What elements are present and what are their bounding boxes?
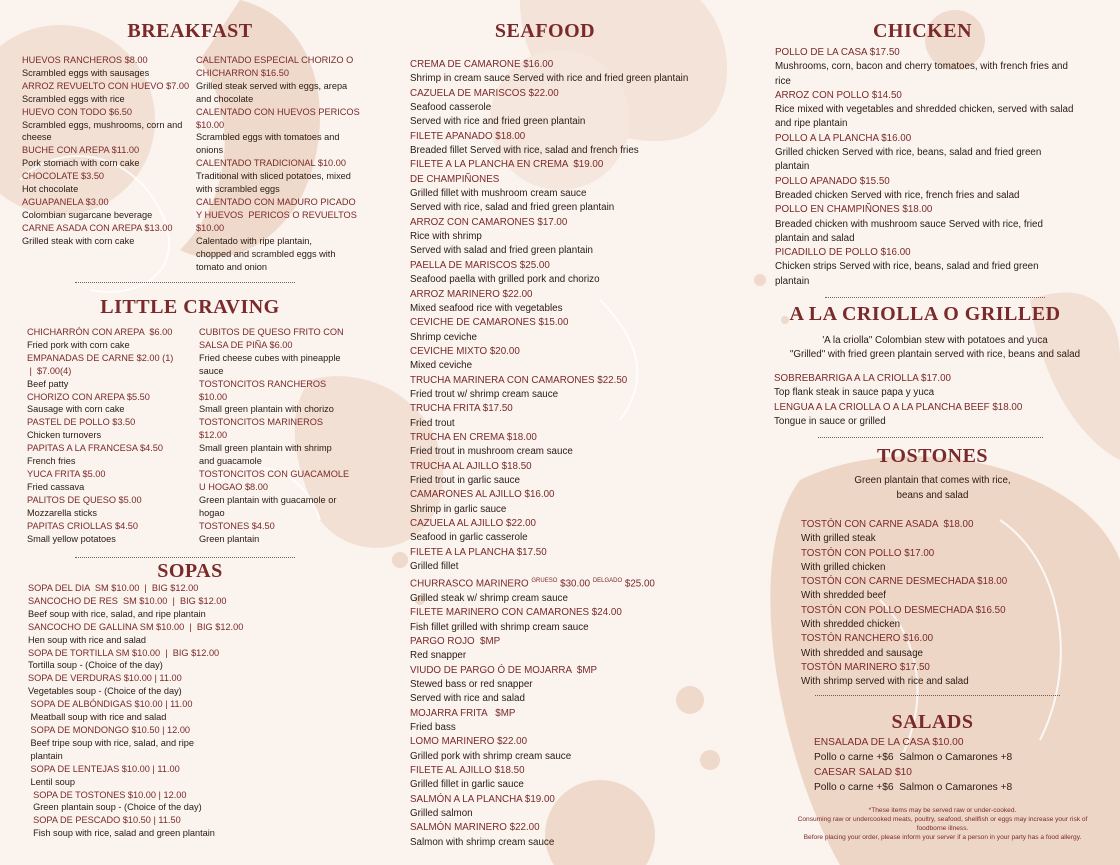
menu-item — [27, 352, 199, 391]
item-description: Beef soup with rice, salad, and ripe plantain — [28, 608, 206, 619]
item-name: CALENTADO CON MADURO PICADO — [196, 196, 356, 207]
item-name: TOSTONCITOS RANCHEROS — [199, 378, 327, 389]
menu-item — [410, 707, 770, 736]
item-name: FILETE MARINERO CON CAMARONES $24.00 — [410, 607, 622, 619]
item-name: TOSTÓN CON CARNE ASADA $18.00 — [801, 519, 974, 530]
menu-item — [28, 814, 368, 840]
item-name: CREMA DE CAMARONE $16.00 — [410, 59, 554, 70]
criolla-intro — [770, 334, 1100, 362]
menu-item — [22, 106, 197, 145]
item-name: FILETE AL AJILLO $18.50 — [410, 765, 525, 777]
item-name: LOMO MARINERO $22.00 — [410, 736, 528, 748]
intro-line: beans and salad — [896, 489, 969, 501]
tostones-intro — [770, 474, 1095, 503]
item-name: SANCOCHO DE RES SM $10.00 | BIG $12.00 — [28, 595, 227, 606]
salads-title: SALADS — [891, 711, 974, 733]
item-name: | $7.00(4) — [27, 365, 72, 376]
menu-item — [410, 316, 770, 345]
menu-item — [801, 518, 1111, 547]
item-description: Colombian sugarcane beverage — [22, 209, 153, 220]
menu-item — [28, 789, 368, 815]
menu-item — [27, 468, 199, 494]
item-description: Shrimp ceviche — [410, 331, 477, 343]
item-name: CHICHARRON $16.50 — [196, 67, 289, 78]
item-name: CUBITOS DE QUESO FRITO CON — [199, 327, 344, 337]
item-description: Chicken turnovers — [27, 430, 102, 441]
item-name: ENSALADA DE LA CASA $10.00 — [814, 737, 964, 748]
item-description: Served with rice and fried green plantain — [410, 116, 586, 128]
item-description: Fried cheese cubes with pineapple — [199, 352, 341, 363]
item-name: CAZUELA DE MARISCOS $22.00 — [410, 87, 559, 99]
item-description: With shredded and sausage — [801, 647, 923, 659]
item-description: chopped and scrambled eggs with — [196, 248, 336, 259]
item-name: POLLO EN CHAMPIÑONES $18.00 — [775, 204, 933, 216]
menu-item — [199, 520, 379, 546]
menu-item — [22, 80, 197, 106]
item-description: Scrambled eggs, mushrooms, corn and — [22, 119, 183, 130]
menu-item — [28, 724, 368, 763]
item-description: Pollo o carne +$6 Salmon o Camarones +8 — [814, 782, 1013, 793]
item-name: TOSTÓN CON POLLO DESMECHADA $16.50 — [801, 604, 1006, 616]
item-name: PARGO ROJO $MP — [410, 636, 501, 648]
disclaimer — [770, 806, 1115, 842]
menu-item — [199, 378, 379, 417]
item-description: Tortilla soup - (Choice of the day) — [28, 660, 163, 671]
item-description: Mozzarella sticks — [27, 507, 97, 518]
item-description: Rice mixed with vegetables and shredded chicken, served with salad — [775, 104, 1074, 116]
item-description: Grilled fillet with mushroom cream sauce — [410, 188, 587, 200]
item-description: Scrambled eggs with tomatoes and — [196, 132, 340, 143]
item-description: Scrambled eggs with rice — [22, 93, 125, 104]
tostones-title: TOSTONES — [876, 445, 989, 467]
menu-item — [410, 664, 770, 707]
menu-item — [410, 821, 770, 850]
intro-line: Green plantain that comes with rice, — [854, 475, 1011, 486]
item-description: Salmon with shrimp cream sauce — [410, 836, 555, 848]
item-description: Fried pork with corn cake — [27, 339, 130, 350]
item-name: SALMÓN MARINERO $22.00 — [410, 822, 540, 834]
item-description: Hen soup with rice and salad — [28, 634, 146, 645]
menu-item — [410, 488, 770, 517]
menu-item — [410, 259, 770, 288]
price-label: DELGADO — [592, 578, 623, 585]
price-label: GRUESO — [531, 578, 558, 585]
intro-line: "Grilled" with fried green plantain served with rice, beans and salad — [789, 349, 1081, 360]
item-name: $10.00 — [196, 222, 225, 233]
item-description: Seafood casserole — [410, 102, 492, 114]
item-name: SOPA DE MONDONGO $10.50 | 12.00 — [28, 724, 191, 735]
item-description: Mixed seafood rice with vegetables — [410, 302, 563, 314]
menu-item — [775, 132, 1115, 175]
menu-item — [410, 288, 770, 317]
menu-item — [410, 574, 770, 606]
item-name: SOPA DE VERDURAS $10.00 | 11.00 — [28, 673, 182, 684]
item-name: TOSTÓN MARINERO $17.50 — [801, 661, 930, 673]
item-description: Beef patty — [27, 378, 69, 389]
item-name: SANCOCHO DE GALLINA SM $10.00 | BIG $12.00 — [28, 621, 244, 632]
menu-item — [22, 144, 197, 170]
item-name: EMPANADAS DE CARNE $2.00 (1) — [27, 352, 174, 363]
item-name: CALENTADO CON HUEVOS PERICOS — [196, 106, 360, 117]
item-name: SOPA DE ALBÓNDIGAS $10.00 | 11.00 — [28, 699, 193, 710]
item-description: Shrimp in cream sauce Served with rice and fried green plantain — [410, 73, 689, 85]
item-name: PAPITAS A LA FRANCESA $4.50 — [27, 443, 164, 454]
menu-item — [801, 604, 1111, 633]
menu-item — [410, 374, 770, 403]
item-name: YUCA FRITA $5.00 — [27, 468, 106, 479]
item-description: Beef tripe soup with rice, salad, and ripe — [28, 737, 194, 748]
item-description: Top flank steak in sauce papa y yuca — [774, 387, 935, 399]
menu-item — [28, 763, 368, 789]
item-name: CHORIZO CON AREPA $5.50 — [27, 391, 150, 402]
menu-item — [27, 416, 199, 442]
menu-item — [775, 46, 1115, 89]
little-craving-title: LITTLE CRAVING — [100, 296, 280, 318]
item-description: Rice with shrimp — [410, 231, 482, 243]
item-name: SOBREBARRIGA A LA CRIOLLA $17.00 — [774, 373, 951, 384]
item-name: PICADILLO DE POLLO $16.00 — [775, 247, 911, 259]
menu-item — [28, 672, 368, 698]
menu-item — [196, 106, 376, 158]
item-description: Green plantain with guacamole or — [199, 494, 337, 505]
item-description: Grilled salmon — [410, 808, 473, 820]
item-description: Breaded chicken Served with rice, french fries and salad — [775, 189, 1020, 201]
item-price: $25.00 — [622, 578, 655, 590]
item-description: Breaded chicken with mushroom sauce Served with rice, fried — [775, 218, 1043, 230]
menu-item — [22, 196, 197, 222]
item-name: BUCHE CON AREPA $11.00 — [22, 145, 140, 156]
menu-item — [22, 54, 197, 80]
item-description: Sausage with corn cake — [27, 404, 125, 415]
item-name: PALITOS DE QUESO $5.00 — [27, 494, 142, 505]
item-name: CAESAR SALAD $10 — [814, 767, 912, 778]
disclaimer-line: Before placing your order, please inform your server if a person in your party has a food allergy. — [803, 834, 1082, 841]
item-name: FILETE A LA PLANCHA EN CREMA $19.00 — [410, 159, 604, 171]
item-description: Tongue in sauce or grilled — [774, 415, 886, 427]
item-description: Grilled steak served with eggs, arepa — [196, 80, 348, 91]
item-description: French fries — [27, 456, 76, 467]
item-name: PASTEL DE POLLO $3.50 — [27, 417, 136, 428]
item-name: SOPA DE PESCADO $10.50 | 11.50 — [28, 815, 181, 826]
item-name: CEVICHE DE CAMARONES $15.00 — [410, 317, 569, 329]
divider — [825, 297, 1045, 298]
menu-item — [775, 175, 1115, 204]
item-name: AGUAPANELA $3.00 — [22, 196, 109, 207]
item-description: cheese — [22, 132, 52, 143]
item-description: rice — [775, 75, 791, 87]
breakfast-right-list — [196, 54, 376, 273]
item-name: $10.00 — [196, 119, 225, 130]
menu-item — [410, 460, 770, 489]
item-description: Fried trout in mushroom cream sauce — [410, 446, 573, 458]
menu-item — [196, 157, 376, 196]
menu-item — [27, 442, 199, 468]
item-description: Lentil soup — [28, 776, 75, 787]
item-name: FILETE APANADO $18.00 — [410, 130, 526, 142]
menu-item — [410, 764, 770, 793]
item-name: POLLO APANADO $15.50 — [775, 175, 890, 187]
menu-item — [410, 546, 770, 575]
item-name: CALENTADO TRADICIONAL $10.00 — [196, 158, 346, 169]
item-description: Traditional with sliced potatoes, mixed — [196, 171, 351, 182]
item-name: SOPA DEL DIA SM $10.00 | BIG $12.00 — [28, 583, 199, 593]
item-name: TOSTONES $4.50 — [199, 520, 275, 531]
menu-item — [28, 582, 368, 595]
disclaimer-line: *These items may be served raw or under-cooked. — [868, 807, 1017, 814]
menu-item — [410, 130, 770, 159]
menu-item — [410, 216, 770, 259]
item-name: U HOGAO $8.00 — [199, 481, 268, 492]
item-name: HUEVOS RANCHEROS $8.00 — [22, 55, 148, 65]
item-description: Grilled chicken Served with rice, beans, salad and fried green — [775, 147, 1042, 159]
item-name: TRUCHA FRITA $17.50 — [410, 403, 513, 415]
item-description: Green plantain soup - (Choice of the day) — [28, 802, 202, 813]
seafood-list — [410, 58, 770, 850]
menu-item — [199, 468, 379, 520]
menu-item — [775, 203, 1115, 246]
item-description: Fried cassava — [27, 481, 85, 492]
item-description: Fried bass — [410, 722, 456, 734]
item-name: TOSTÓN RANCHERO $16.00 — [801, 633, 934, 645]
salads-list — [814, 735, 1114, 795]
item-name: PAELLA DE MARISCOS $25.00 — [410, 259, 550, 271]
item-description: With shredded chicken — [801, 619, 901, 631]
menu-item — [410, 345, 770, 374]
item-description: Grilled steak with corn cake — [22, 235, 135, 246]
item-description: Mushrooms, corn, bacon and cherry tomatoes, with french fries and — [775, 61, 1068, 73]
item-name: SALSA DE PIÑA $6.00 — [199, 339, 293, 350]
item-name: MOJARRA FRITA $MP — [410, 707, 516, 719]
item-name: TOSTÓN CON CARNE DESMECHADA $18.00 — [801, 576, 1008, 588]
breakfast-left-list — [22, 54, 197, 248]
menu-item — [27, 494, 199, 520]
item-name: VIUDO DE PARGO Ó DE MOJARRA $MP — [410, 664, 598, 676]
item-name: CHICHARRÓN CON AREPA $6.00 — [27, 327, 173, 337]
item-description: Small green plantain with shrimp — [199, 443, 332, 454]
item-description: Fried trout w/ shrimp cream sauce — [410, 388, 559, 400]
item-name: CAMARONES AL AJILLO $16.00 — [410, 489, 555, 501]
item-name: TRUCHA MARINERA CON CAMARONES $22.50 — [410, 374, 628, 386]
item-name: SALMÓN A LA PLANCHA $19.00 — [410, 793, 555, 805]
item-description: Fried trout in garlic sauce — [410, 474, 520, 486]
item-description: with scrambled eggs — [196, 184, 280, 195]
item-name: Y HUEVOS PERICOS O REVUELTOS — [196, 209, 357, 220]
menu-item — [775, 89, 1115, 132]
item-name: CHURRASCO MARINERO $^{GRUESO}$ $30.00 $^{DELGADO}$ $25.00 — [410, 578, 655, 590]
item-description: Meatball soup with rice and salad — [28, 712, 167, 723]
menu-item — [196, 54, 376, 106]
menu-item — [410, 793, 770, 822]
item-name: ARROZ MARINERO $22.00 — [410, 288, 533, 300]
menu-item — [28, 698, 368, 724]
item-price: $30.00 — [557, 578, 593, 590]
item-name: ARROZ CON CAMARONES $17.00 — [410, 216, 568, 228]
menu-item — [814, 765, 1114, 795]
item-description: Grilled pork with shrimp cream sauce — [410, 750, 572, 762]
item-description: tomato and onion — [196, 261, 268, 272]
item-description: Small yellow potatoes — [27, 533, 116, 544]
item-description: Red snapper — [410, 650, 467, 662]
item-description: Chicken strips Served with rice, beans, salad and fried green — [775, 261, 1039, 273]
item-description: plantain and salad — [775, 232, 855, 244]
item-name: PAPITAS CRIOLLAS $4.50 — [27, 520, 138, 531]
chicken-title: CHICKEN — [872, 20, 973, 42]
item-description: Fried trout — [410, 417, 455, 429]
item-description: Grilled steak w/ shrimp cream sauce — [410, 592, 568, 604]
item-name: HUEVO CON TODO $6.50 — [22, 106, 132, 117]
item-description: plantain — [775, 275, 810, 287]
menu-item — [410, 517, 770, 546]
item-description: plantain — [28, 750, 63, 761]
item-description: Green plantain — [199, 533, 260, 544]
menu-item — [22, 222, 197, 248]
item-description: and chocolate — [196, 93, 254, 104]
item-name: $12.00 — [199, 430, 228, 441]
item-description: Mixed ceviche — [410, 360, 473, 372]
item-description: Seafood in garlic casserole — [410, 532, 528, 544]
menu-item — [28, 647, 368, 673]
menu-item — [410, 635, 770, 664]
item-name: SOPA DE TORTILLA SM $10.00 | BIG $12.00 — [28, 647, 220, 658]
menu-item — [410, 606, 770, 635]
item-description: Grilled fillet in garlic sauce — [410, 779, 524, 791]
item-description: Stewed bass or red snapper — [410, 679, 533, 691]
item-name: ARROZ CON POLLO $14.50 — [775, 89, 902, 101]
item-description: plantain — [775, 161, 810, 173]
menu-item — [410, 402, 770, 431]
item-description: With shredded beef — [801, 590, 886, 602]
menu-item — [27, 326, 199, 352]
item-name: FILETE A LA PLANCHA $17.50 — [410, 546, 547, 558]
item-name: TOSTONCITOS MARINEROS — [199, 417, 324, 428]
item-description: Small green plantain with chorizo — [199, 404, 334, 415]
menu-item — [774, 372, 1114, 401]
menu-item — [28, 621, 368, 647]
item-description: Fish soup with rice, salad and green plantain — [28, 828, 215, 839]
item-name: TOSTÓN CON POLLO $17.00 — [801, 547, 935, 559]
item-name: TOSTONCITOS CON GUACAMOLE — [199, 468, 350, 479]
menu-item — [814, 735, 1114, 765]
item-name: SOPA DE TOSTONES $10.00 | 12.00 — [28, 789, 187, 800]
chicken-list — [775, 46, 1115, 289]
item-name: CHOCOLATE $3.50 — [22, 171, 105, 182]
menu-item — [410, 58, 770, 87]
item-description: Fish fillet grilled with shrimp cream sauce — [410, 621, 589, 633]
item-description: Served with salad and fried green plantain — [410, 245, 593, 257]
menu-item — [199, 326, 379, 378]
item-name: SOPA DE LENTEJAS $10.00 | 11.00 — [28, 763, 180, 774]
item-description: With grilled steak — [801, 533, 876, 545]
criolla-title: A LA CRIOLLA O GRILLED — [789, 303, 1061, 325]
criolla-list — [774, 372, 1114, 429]
item-name: POLLO DE LA CASA $17.50 — [775, 47, 900, 58]
menu-item — [410, 87, 770, 130]
item-description: Served with rice and salad — [410, 693, 525, 705]
divider — [818, 437, 1043, 438]
item-name: CALENTADO ESPECIAL CHORIZO O — [196, 55, 354, 65]
menu-item — [28, 595, 368, 621]
item-description: With shrimp served with rice and salad — [801, 676, 969, 688]
item-name: CEVICHE MIXTO $20.00 — [410, 345, 520, 357]
sopas-title: SOPAS — [157, 560, 223, 582]
item-name: ARROZ REVUELTO CON HUEVO $7.00 — [22, 80, 190, 91]
menu-item — [801, 547, 1111, 576]
item-description: Pork stomach with corn cake — [22, 158, 140, 169]
menu-item — [410, 158, 770, 215]
item-description: Seafood paella with grilled pork and chorizo — [410, 274, 600, 286]
menu-item — [196, 196, 376, 273]
menu-item — [199, 416, 379, 468]
menu-item — [801, 661, 1111, 690]
little-craving-left-list — [27, 326, 199, 545]
item-description: Calentado with ripe plantain, — [196, 235, 312, 246]
sopas-list — [28, 582, 368, 840]
breakfast-title: BREAKFAST — [127, 20, 253, 42]
menu-item — [410, 431, 770, 460]
intro-line: 'A la criolla" Colombian stew with potatoes and yuca — [822, 335, 1048, 346]
menu-item — [801, 632, 1111, 661]
divider — [75, 282, 295, 283]
little-craving-right-list — [199, 326, 379, 545]
item-name: LENGUA A LA CRIOLLA O A LA PLANCHA BEEF $18.00 — [774, 401, 1023, 413]
item-description: sauce — [199, 365, 224, 376]
item-description: and guacamole — [199, 456, 262, 467]
menu-item — [801, 575, 1111, 604]
item-name: CARNE ASADA CON AREPA $13.00 — [22, 222, 173, 233]
menu-item — [22, 170, 197, 196]
item-description: Grilled fillet — [410, 561, 459, 573]
item-name: TRUCHA AL AJILLO $18.50 — [410, 460, 532, 472]
menu-item — [27, 520, 199, 546]
item-name: POLLO A LA PLANCHA $16.00 — [775, 132, 912, 144]
item-description: Vegetables soup - (Choice of the day) — [28, 686, 182, 697]
item-name: $10.00 — [199, 391, 228, 402]
item-description: onions — [196, 145, 224, 156]
item-description: With grilled chicken — [801, 561, 886, 573]
item-description: Hot chocolate — [22, 184, 79, 195]
item-name: DE CHAMPIÑONES — [410, 173, 500, 185]
item-name: CAZUELA AL AJILLO $22.00 — [410, 518, 536, 529]
item-description: Breaded fillet Served with rice, salad and french fries — [410, 145, 639, 157]
menu-item — [410, 735, 770, 764]
item-description: and ripe plantain — [775, 118, 848, 130]
item-description: Served with rice, salad and fried green plantain — [410, 202, 615, 214]
menu-item — [27, 391, 199, 417]
disclaimer-line: foodborne illness. — [916, 825, 969, 832]
disclaimer-line: Consuming raw or undercooked meats, poultry, seafood, shellfish or eggs may increase your risk of — [797, 816, 1088, 823]
divider — [815, 695, 1060, 696]
item-description: Pollo o carne +$6 Salmon o Camarones +8 — [814, 752, 1013, 763]
tostones-list — [801, 518, 1111, 690]
item-description: hogao — [199, 507, 225, 518]
menu-item — [775, 246, 1115, 289]
item-name: TRUCHA EN CREMA $18.00 — [410, 431, 537, 443]
item-description: Shrimp in garlic sauce — [410, 503, 507, 515]
seafood-title: SEAFOOD — [494, 20, 596, 42]
menu-item — [774, 401, 1114, 430]
divider — [75, 557, 295, 558]
item-description: Scrambled eggs with sausages — [22, 67, 150, 78]
